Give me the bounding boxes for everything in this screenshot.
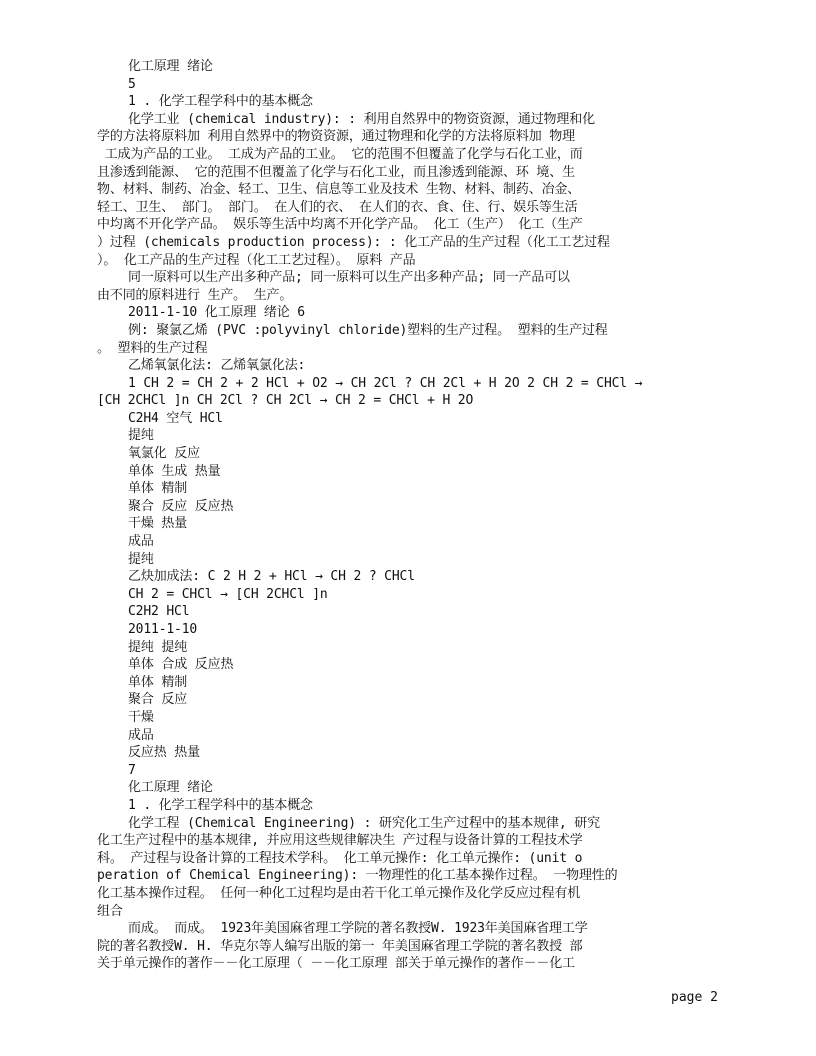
text-line: ）。 化工产品的生产过程（化工工艺过程）。 原料 产品 xyxy=(97,252,416,268)
text-line: 轻工、卫生、 部门。 部门。 在人们的衣、 在人们的衣、食、住、行、娱乐等生活 xyxy=(97,199,578,215)
text-line: 单体 精制 xyxy=(128,481,188,497)
text-line: C2H4 空气 HCl xyxy=(128,410,223,426)
text-line: 关于单元操作的著作－－化工原理（ －－化工原理 部关于单元操作的著作－－化工 xyxy=(97,956,575,972)
text-line: 干燥 热量 xyxy=(128,516,188,532)
text-line: 。 塑料的生产过程 xyxy=(97,340,208,356)
text-line: 科。 产过程与设备计算的工程技术学科。 化工单元操作: 化工单元操作: (unit o xyxy=(97,850,583,866)
text-line: 氧氯化 反应 xyxy=(128,446,200,462)
text-line: 而成。 而成。 1923年美国麻省理工学院的著名教授W. 1923年美国麻省理工学 xyxy=(128,921,588,937)
text-line: 2011-1-10 化工原理 绪论 6 xyxy=(128,305,305,321)
text-line: CH 2 = CHCl → [CH 2CHCl ]n xyxy=(128,586,328,602)
text-line: 5 xyxy=(128,76,136,92)
text-line: ）过程 (chemicals production process): : 化工产品的生产过程（化工工艺过程 xyxy=(97,234,610,250)
text-line: 乙烯氧氯化法: 乙烯氧氯化法: xyxy=(128,358,306,374)
text-line: 成品 xyxy=(128,534,154,550)
text-line: 学的方法将原料加 利用自然界中的物资资源，通过物理和化学的方法将原料加 物理 xyxy=(97,129,575,145)
text-line: peration of Chemical Engineering): 一物理性的化工基本操作过程。 一物理性的 xyxy=(97,868,618,884)
text-line: 化学工业 (chemical industry): : 利用自然界中的物资资源，通过物理和化 xyxy=(128,111,595,127)
text-line: 乙炔加成法: C 2 H 2 + HCl → CH 2 ? CHCl xyxy=(128,569,415,585)
text-line: 化工原理 绪论 xyxy=(128,59,213,74)
text-line: 单体 合成 反应热 xyxy=(128,657,234,673)
text-line: 1 . 化学工程学科中的基本概念 xyxy=(128,797,313,813)
text-line: 化学工程 (Chemical Engineering) : 研究化工生产过程中的基本规律, 研究 xyxy=(128,815,600,831)
text-line: 组合 xyxy=(97,903,123,919)
text-line: 聚合 反应 反应热 xyxy=(128,498,234,514)
text-line: C2H2 HCl xyxy=(128,604,190,620)
text-line: 反应热 热量 xyxy=(128,745,200,761)
text-line: 同一原料可以生产出多种产品; 同一原料可以生产出多种产品; 同一产品可以 xyxy=(128,270,570,286)
text-line: 化工原理 绪论 xyxy=(128,780,213,796)
text-line: 聚合 反应 xyxy=(128,692,188,708)
page-number: page 2 xyxy=(671,990,718,1005)
text-line: 且渗透到能源、 它的范围不但覆盖了化学与石化工业，而且渗透到能源、环 境、生 xyxy=(97,164,575,180)
text-line: 院的著名教授W. H. 华克尔等人编写出版的第一 年美国麻省理工学院的著名教授 部 xyxy=(97,938,583,954)
text-line: 1 CH 2 = CH 2 + 2 HCl + O2 → CH 2Cl ? CH 2Cl + H 2O 2 CH 2 = CHCl → xyxy=(128,375,643,391)
document-body xyxy=(97,58,687,973)
text-line: 化工基本操作过程。 任何一种化工过程均是由若干化工单元操作及化学反应过程有机 xyxy=(97,885,581,901)
text-line: 由不同的原料进行 生产。 生产。 xyxy=(97,287,293,303)
text-line: 单体 生成 热量 xyxy=(128,463,221,479)
text-line: 物、材料、制药、冶金、轻工、卫生、信息等工业及技术 生物、材料、制药、冶金、 xyxy=(97,182,581,198)
text-line: 7 xyxy=(128,762,136,778)
text-line: 化工生产过程中的基本规律, 并应用这些规律解决生 产过程与设备计算的工程技术学 xyxy=(97,833,583,849)
text-line: 2011-1-10 xyxy=(128,622,198,637)
text-line: 工成为产品的工业。 工成为产品的工业。 它的范围不但覆盖了化学与石化工业，而 xyxy=(97,146,583,162)
text-line: 1 . 化学工程学科中的基本概念 xyxy=(128,94,313,110)
text-line: 提纯 xyxy=(128,428,154,444)
text-line: 提纯 xyxy=(128,551,154,567)
text-line: 中均离不开化学产品。 娱乐等生活中均离不开化学产品。 化工（生产） 化工（生产 xyxy=(97,217,583,233)
text-line: 干燥 xyxy=(128,709,154,725)
text-line: 单体 精制 xyxy=(128,674,188,690)
text-line: 成品 xyxy=(128,727,154,743)
text-line: 例: 聚氯乙烯 (PVC :polyvinyl chloride)塑料的生产过程。 塑料的生产过程 xyxy=(128,322,608,338)
text-line: [CH 2CHCl ]n CH 2Cl ? CH 2Cl → CH 2 = CHCl + H 2O xyxy=(97,393,474,409)
text-line: 提纯 提纯 xyxy=(128,639,188,655)
